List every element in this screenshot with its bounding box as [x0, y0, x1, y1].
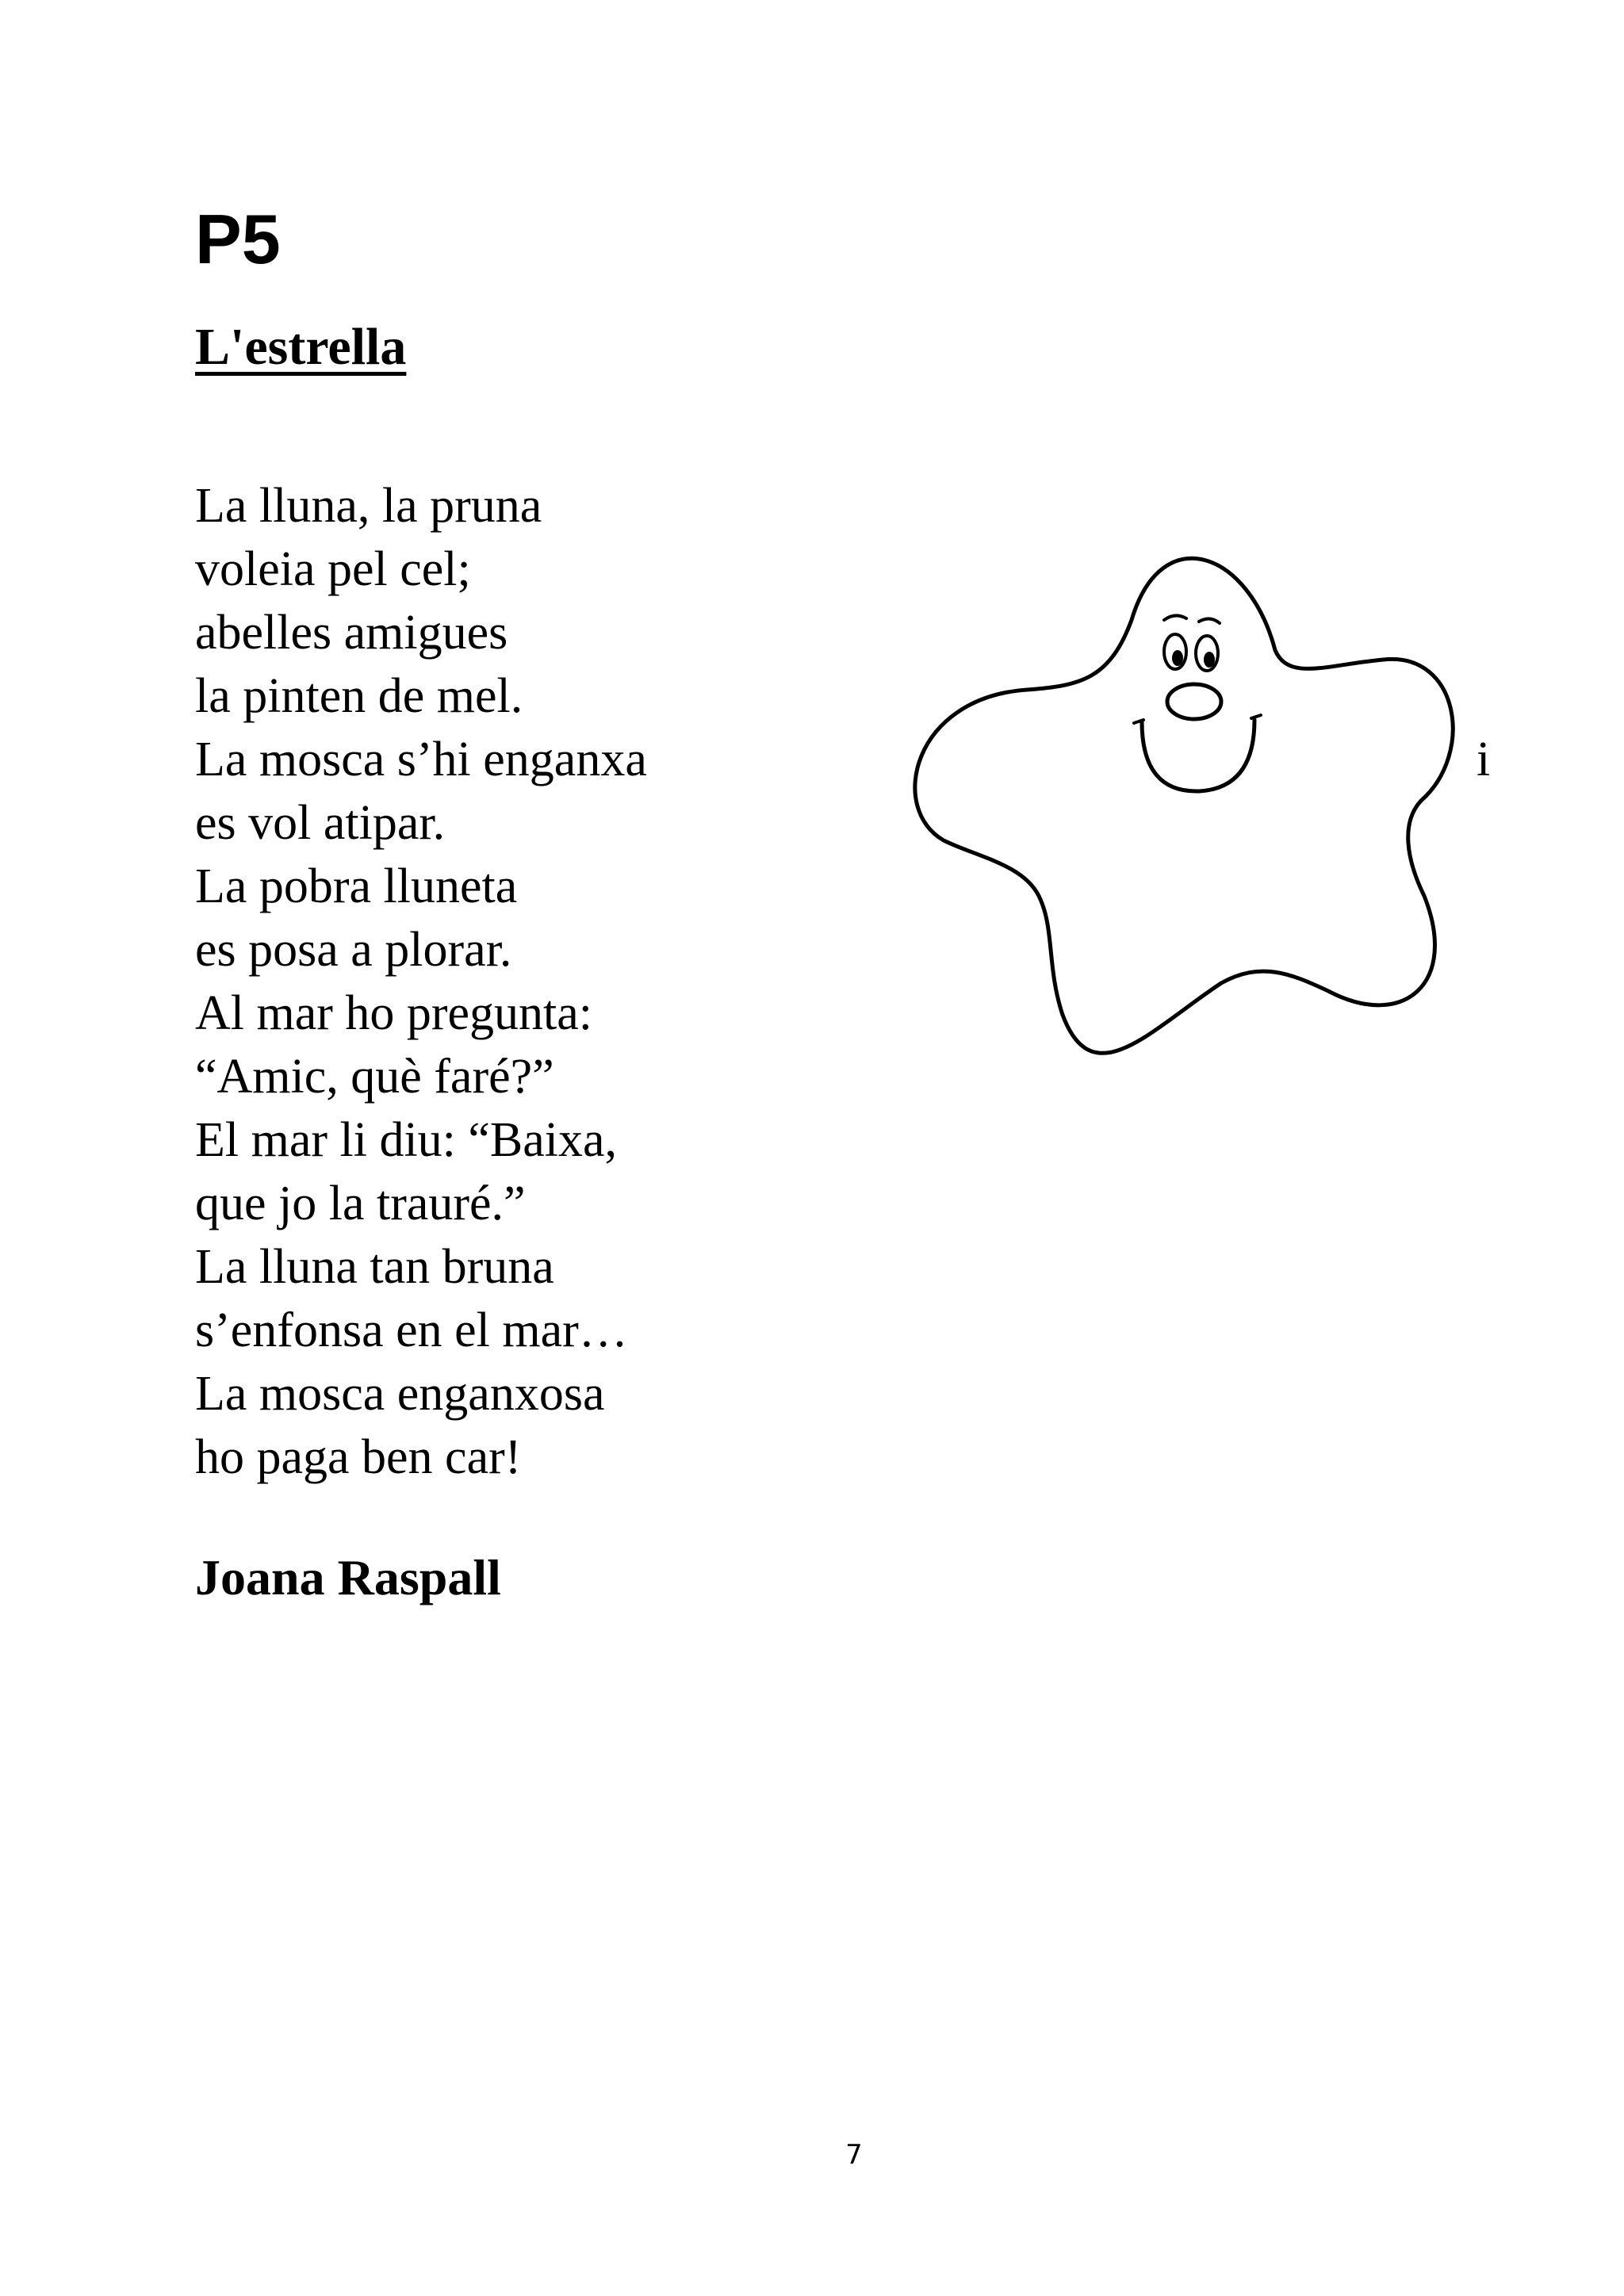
author-name: Joana Raspall	[195, 1549, 501, 1605]
poem-line: s’enfonsa en el mar…	[195, 1303, 628, 1357]
page-number: 7	[845, 2139, 863, 2171]
poem-text	[195, 474, 647, 1489]
poem-title: L'estrella	[195, 318, 407, 376]
right-pupil	[1204, 652, 1215, 668]
left-pupil	[1172, 650, 1183, 666]
poem-line: es posa a plorar.	[195, 923, 512, 977]
poem-line: La lluna, la pruna	[195, 479, 542, 533]
poem-line: El mar li diu: “Baixa,	[195, 1113, 618, 1167]
poem-line: ho paga ben car!	[195, 1430, 522, 1484]
stray-character: i	[1477, 733, 1491, 786]
poem-line: que jo la trauré.”	[195, 1177, 526, 1230]
poem-line: La lluna tan bruna	[195, 1240, 554, 1294]
level-title: P5	[195, 200, 281, 278]
poem-line: abelles amigues	[195, 606, 508, 660]
poem-line: La pobra lluneta	[195, 859, 518, 913]
star-outline	[915, 558, 1453, 1053]
poem-line: voleia pel cel;	[195, 542, 471, 596]
nose	[1167, 684, 1221, 719]
poem-line: la pinten de mel.	[195, 669, 523, 723]
poem-line: La mosca s’hi enganxa	[195, 733, 647, 786]
poem-line: La mosca enganxosa	[195, 1367, 605, 1421]
poem-line: Al mar ho pregunta:	[195, 986, 593, 1040]
smiling-star-icon	[912, 523, 1467, 1078]
poem-line: es vol atipar.	[195, 796, 446, 850]
poem-line: “Amic, què faré?”	[195, 1050, 554, 1104]
